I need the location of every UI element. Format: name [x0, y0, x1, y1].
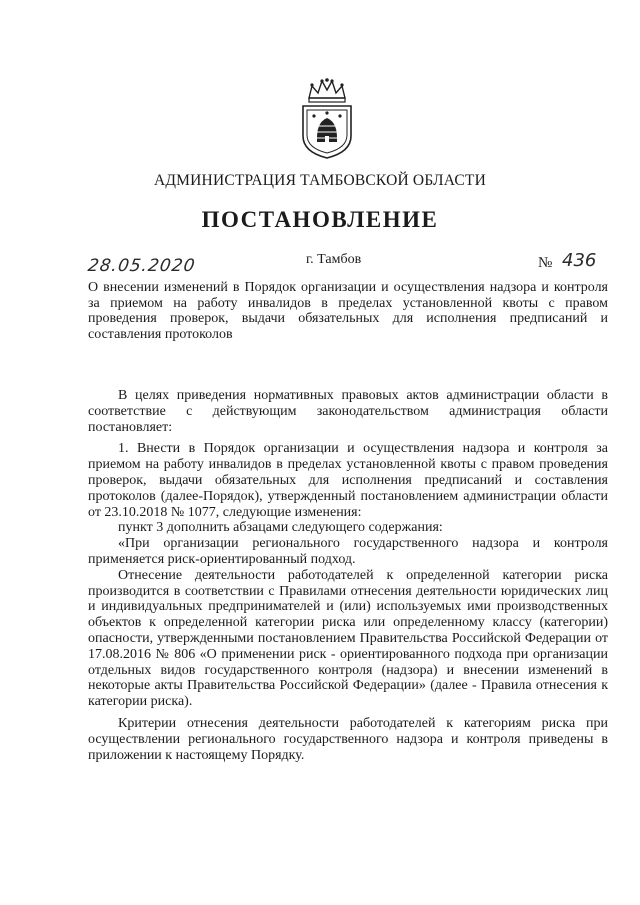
- tambov-coat-of-arms-icon: [300, 78, 354, 160]
- document-subject: О внесении изменений в Порядок организации и осуществления надзора и контроля за приемом на работу инвалидов в пределах установленной квоты с правом проведения проверок, выдачи обязательных для исполнения предписаний и составления протоколов: [88, 280, 608, 342]
- quote-paragraph-2: Отнесение деятельности работодателей к определенной категории риска производится в соответствии с Правилами отнесения деятельности юридических лиц и индивидуальных предпринимателей и (или) используемых ими производственных объектов к определенной категории риска или определенному классу (категории) опасности, утвержденными постановлением Правительства Российской Федерации от 17.08.2016 № 806 «О применении риск - ориентированного подхода при организации отдельных видов государственного контроля (надзора) и внесении изменений в некоторые акты Правительства Российской Федерации» (далее - Правила отнесения к категории риска).: [88, 567, 608, 710]
- document-type-title: ПОСТАНОВЛЕНИЕ: [201, 207, 439, 232]
- document-number: 436: [562, 250, 597, 271]
- document-body: [88, 388, 608, 763]
- preamble-paragraph: В целях приведения нормативных правовых актов администрации области в соответствие с действующим законодательством администрация области постановляет:: [88, 388, 608, 435]
- document-date: 28.05.2020: [86, 256, 197, 276]
- organization-name: АДМИНИСТРАЦИЯ ТАМБОВСКОЙ ОБЛАСТИ: [154, 172, 486, 189]
- item-1-sub-paragraph: пункт 3 дополнить абзацами следующего содержания:: [118, 520, 443, 536]
- quote-paragraph-1: «При организации регионального государственного надзора и контроля применяется риск-ориентированный подход.: [88, 536, 608, 567]
- document-number-label: №: [538, 255, 553, 271]
- item-1-paragraph: 1. Внести в Порядок организации и осуществления надзора и контроля за приемом на работу инвалидов в пределах установленной квоты с правом проведения проверок, выдачи обязательных для исполнения предписаний и составления протоколов (далее-Порядок), утвержденный постановлением администрации области от 23.10.2018 № 1077, следующие изменения:: [88, 441, 608, 520]
- quote-paragraph-3: Критерии отнесения деятельности работодателей к категориям риска при осуществлении регионального государственного надзора и контроля приведены в приложении к настоящему Порядку.: [88, 715, 608, 763]
- document-city: г. Тамбов: [306, 252, 362, 267]
